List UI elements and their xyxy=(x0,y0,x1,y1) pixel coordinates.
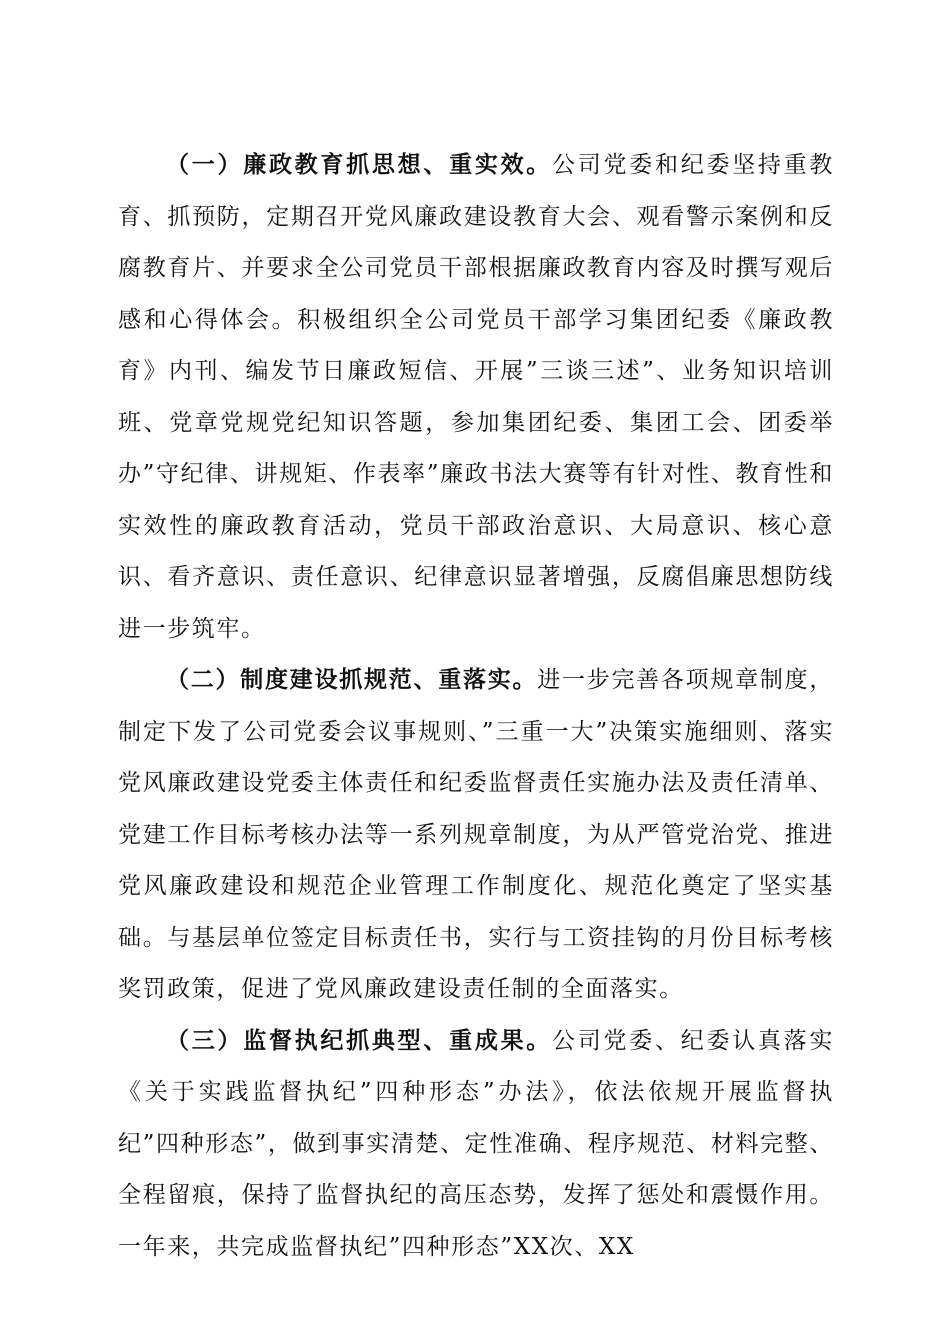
paragraph-1-body: 公司党委和纪委坚持重教育、抓预防，定期召开党风廉政建设教育大会、观看警示案例和反腐教育片、并要求全公司党员干部根据廉政教育内容及时撰写观后感和心得体会。积极组织全公司党员干部学习集团纪委《廉政教育》内刊、编发节日廉政短信、开展”三谈三述”、业务知识培训班、党章党规党纪知识答题，参加集团纪委、集团工会、团委举办”守纪律、讲规矩、作表率”廉政书法大赛等有针对性、教育性和实效性的廉政教育活动，党员干部政治意识、大局意识、核心意识、看齐意识、责任意识、纪律意识显著增强，反腐倡廉思想防线进一步筑牢。 xyxy=(118,152,835,642)
paragraph-1-heading: （一）廉政教育抓思想、重实效。 xyxy=(166,152,553,178)
paragraph-3-heading: （三）监督执纪抓典型、重成果。 xyxy=(166,1027,553,1054)
document-body xyxy=(118,140,834,1273)
paragraph-2-heading: （二）制度建设抓规范、重落实。 xyxy=(166,667,538,693)
paragraph-1 xyxy=(118,140,834,655)
paragraph-3 xyxy=(118,1016,834,1274)
paragraph-2-body: 进一步完善各项规章制度，制定下发了公司党委会议事规则、”三重一大”决策实施细则、落实党风廉政建设党委主体责任和纪委监督责任实施办法及责任清单、党建工作目标考核办法等一系列规章制度，为从严管党治党、推进党风廉政建设和规范企业管理工作制度化、规范化奠定了坚实基础。与基层单位签定目标责任书，实行与工资挂钩的月份目标考核奖罚政策，促进了党风廉政建设责任制的全面落实。 xyxy=(118,667,835,1002)
paragraph-3-body: 公司党委、纪委认真落实《关于实践监督执纪”四种形态”办法》，依法依规开展监督执纪”四种形态”，做到事实清楚、定性准确、程序规范、材料完整、全程留痕，保持了监督执纪的高压态势，发挥了惩处和震慑作用。一年来，共完成监督执纪”四种形态”XX次、XX xyxy=(118,1027,835,1260)
paragraph-2 xyxy=(118,655,834,1016)
